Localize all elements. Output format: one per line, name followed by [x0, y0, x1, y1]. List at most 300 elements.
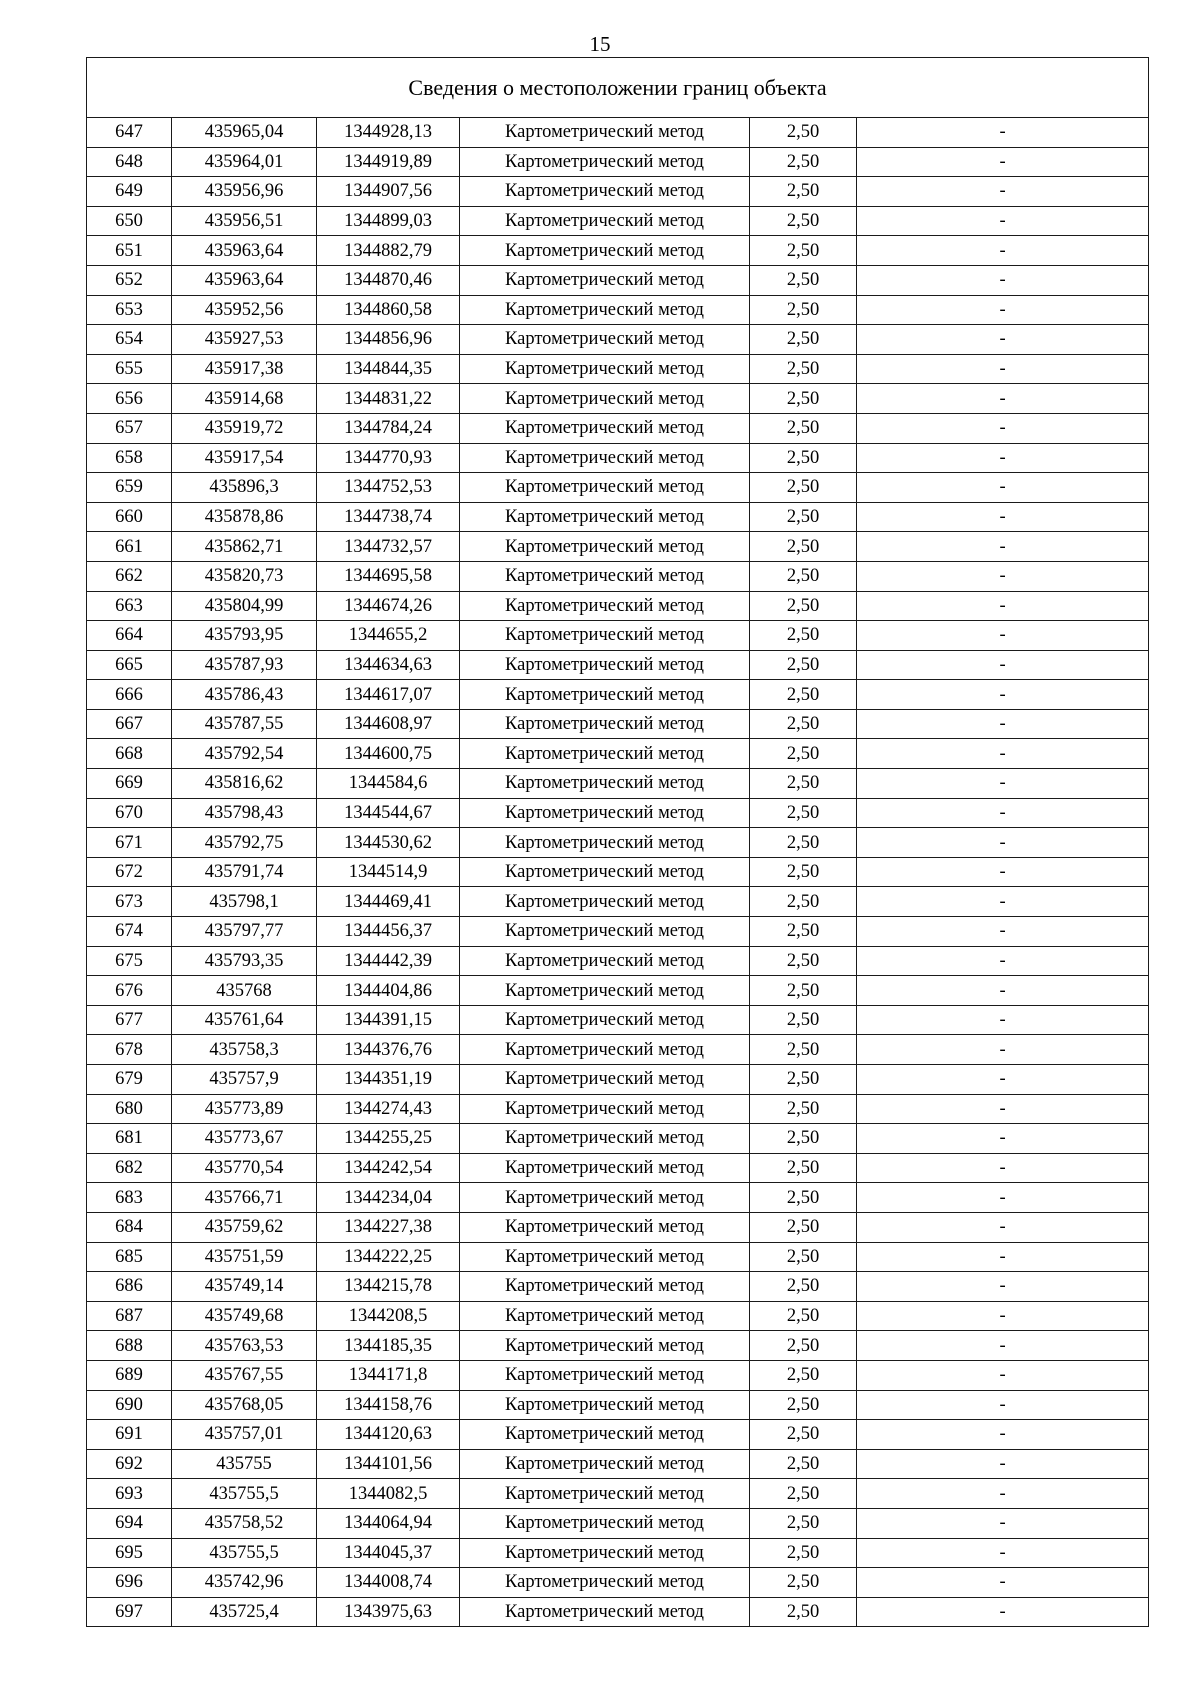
method-cell: Картометрический метод — [460, 206, 750, 236]
y-coordinate-cell: 1344617,07 — [317, 680, 460, 710]
point-number-cell: 658 — [87, 443, 172, 473]
accuracy-cell: 2,50 — [750, 1538, 857, 1568]
x-coordinate-cell: 435787,93 — [172, 650, 317, 680]
y-coordinate-cell: 1344404,86 — [317, 976, 460, 1006]
y-coordinate-cell: 1343975,63 — [317, 1597, 460, 1627]
x-coordinate-cell: 435766,71 — [172, 1183, 317, 1213]
table-row — [87, 680, 1149, 710]
y-coordinate-cell: 1344907,56 — [317, 177, 460, 207]
y-coordinate-cell: 1344752,53 — [317, 473, 460, 503]
accuracy-cell: 2,50 — [750, 1035, 857, 1065]
y-coordinate-cell: 1344600,75 — [317, 739, 460, 769]
y-coordinate-cell: 1344158,76 — [317, 1390, 460, 1420]
accuracy-cell: 2,50 — [750, 1479, 857, 1509]
accuracy-cell: 2,50 — [750, 917, 857, 947]
description-cell: - — [857, 1420, 1149, 1450]
point-number-cell: 694 — [87, 1508, 172, 1538]
y-coordinate-cell: 1344732,57 — [317, 532, 460, 562]
description-cell: - — [857, 1331, 1149, 1361]
table-row — [87, 621, 1149, 651]
y-coordinate-cell: 1344928,13 — [317, 118, 460, 148]
method-cell: Картометрический метод — [460, 1153, 750, 1183]
point-number-cell: 679 — [87, 1065, 172, 1095]
accuracy-cell: 2,50 — [750, 354, 857, 384]
y-coordinate-cell: 1344351,19 — [317, 1065, 460, 1095]
table-row — [87, 206, 1149, 236]
table-row — [87, 1449, 1149, 1479]
x-coordinate-cell: 435759,62 — [172, 1212, 317, 1242]
table-row — [87, 147, 1149, 177]
method-cell: Картометрический метод — [460, 473, 750, 503]
x-coordinate-cell: 435770,54 — [172, 1153, 317, 1183]
y-coordinate-cell: 1344899,03 — [317, 206, 460, 236]
table-row — [87, 976, 1149, 1006]
point-number-cell: 680 — [87, 1094, 172, 1124]
method-cell: Картометрический метод — [460, 265, 750, 295]
point-number-cell: 677 — [87, 1005, 172, 1035]
table-row — [87, 325, 1149, 355]
table-row — [87, 502, 1149, 532]
table-row — [87, 709, 1149, 739]
method-cell: Картометрический метод — [460, 1065, 750, 1095]
description-cell: - — [857, 206, 1149, 236]
point-number-cell: 692 — [87, 1449, 172, 1479]
description-cell: - — [857, 591, 1149, 621]
table-row — [87, 265, 1149, 295]
point-number-cell: 653 — [87, 295, 172, 325]
method-cell: Картометрический метод — [460, 354, 750, 384]
description-cell: - — [857, 1005, 1149, 1035]
y-coordinate-cell: 1344738,74 — [317, 502, 460, 532]
table-row — [87, 946, 1149, 976]
y-coordinate-cell: 1344584,6 — [317, 769, 460, 799]
point-number-cell: 650 — [87, 206, 172, 236]
method-cell: Картометрический метод — [460, 1508, 750, 1538]
point-number-cell: 668 — [87, 739, 172, 769]
method-cell: Картометрический метод — [460, 1094, 750, 1124]
table-row — [87, 1094, 1149, 1124]
x-coordinate-cell: 435791,74 — [172, 857, 317, 887]
point-number-cell: 671 — [87, 828, 172, 858]
table-row — [87, 236, 1149, 266]
y-coordinate-cell: 1344514,9 — [317, 857, 460, 887]
method-cell: Картометрический метод — [460, 1360, 750, 1390]
y-coordinate-cell: 1344844,35 — [317, 354, 460, 384]
description-cell: - — [857, 857, 1149, 887]
point-number-cell: 683 — [87, 1183, 172, 1213]
y-coordinate-cell: 1344831,22 — [317, 384, 460, 414]
point-number-cell: 654 — [87, 325, 172, 355]
x-coordinate-cell: 435757,9 — [172, 1065, 317, 1095]
description-cell: - — [857, 354, 1149, 384]
y-coordinate-cell: 1344784,24 — [317, 413, 460, 443]
x-coordinate-cell: 435927,53 — [172, 325, 317, 355]
y-coordinate-cell: 1344770,93 — [317, 443, 460, 473]
y-coordinate-cell: 1344185,35 — [317, 1331, 460, 1361]
description-cell: - — [857, 502, 1149, 532]
point-number-cell: 688 — [87, 1331, 172, 1361]
y-coordinate-cell: 1344530,62 — [317, 828, 460, 858]
method-cell: Картометрический метод — [460, 621, 750, 651]
accuracy-cell: 2,50 — [750, 1508, 857, 1538]
accuracy-cell: 2,50 — [750, 1331, 857, 1361]
description-cell: - — [857, 739, 1149, 769]
x-coordinate-cell: 435820,73 — [172, 561, 317, 591]
table-row — [87, 857, 1149, 887]
point-number-cell: 662 — [87, 561, 172, 591]
x-coordinate-cell: 435793,35 — [172, 946, 317, 976]
table-row — [87, 887, 1149, 917]
accuracy-cell: 2,50 — [750, 1094, 857, 1124]
point-number-cell: 684 — [87, 1212, 172, 1242]
point-number-cell: 648 — [87, 147, 172, 177]
x-coordinate-cell: 435919,72 — [172, 413, 317, 443]
accuracy-cell: 2,50 — [750, 1420, 857, 1450]
x-coordinate-cell: 435749,68 — [172, 1301, 317, 1331]
table-row — [87, 1272, 1149, 1302]
x-coordinate-cell: 435787,55 — [172, 709, 317, 739]
description-cell: - — [857, 147, 1149, 177]
description-cell: - — [857, 709, 1149, 739]
method-cell: Картометрический метод — [460, 798, 750, 828]
accuracy-cell: 2,50 — [750, 384, 857, 414]
point-number-cell: 686 — [87, 1272, 172, 1302]
accuracy-cell: 2,50 — [750, 1153, 857, 1183]
point-number-cell: 675 — [87, 946, 172, 976]
method-cell: Картометрический метод — [460, 1035, 750, 1065]
point-number-cell: 651 — [87, 236, 172, 266]
description-cell: - — [857, 917, 1149, 947]
description-cell: - — [857, 1212, 1149, 1242]
table-row — [87, 769, 1149, 799]
table-row — [87, 1597, 1149, 1627]
method-cell: Картометрический метод — [460, 1597, 750, 1627]
point-number-cell: 689 — [87, 1360, 172, 1390]
y-coordinate-cell: 1344442,39 — [317, 946, 460, 976]
method-cell: Картометрический метод — [460, 1124, 750, 1154]
x-coordinate-cell: 435963,64 — [172, 265, 317, 295]
method-cell: Картометрический метод — [460, 1568, 750, 1598]
x-coordinate-cell: 435751,59 — [172, 1242, 317, 1272]
description-cell: - — [857, 769, 1149, 799]
method-cell: Картометрический метод — [460, 561, 750, 591]
table-row — [87, 1242, 1149, 1272]
table-row — [87, 1005, 1149, 1035]
x-coordinate-cell: 435757,01 — [172, 1420, 317, 1450]
description-cell: - — [857, 325, 1149, 355]
y-coordinate-cell: 1344255,25 — [317, 1124, 460, 1154]
accuracy-cell: 2,50 — [750, 295, 857, 325]
table-row — [87, 384, 1149, 414]
description-cell: - — [857, 1568, 1149, 1598]
y-coordinate-cell: 1344456,37 — [317, 917, 460, 947]
method-cell: Картометрический метод — [460, 739, 750, 769]
x-coordinate-cell: 435742,96 — [172, 1568, 317, 1598]
x-coordinate-cell: 435758,52 — [172, 1508, 317, 1538]
y-coordinate-cell: 1344234,04 — [317, 1183, 460, 1213]
point-number-cell: 674 — [87, 917, 172, 947]
point-number-cell: 664 — [87, 621, 172, 651]
description-cell: - — [857, 1301, 1149, 1331]
table-row — [87, 1479, 1149, 1509]
x-coordinate-cell: 435804,99 — [172, 591, 317, 621]
method-cell: Картометрический метод — [460, 1390, 750, 1420]
y-coordinate-cell: 1344101,56 — [317, 1449, 460, 1479]
method-cell: Картометрический метод — [460, 887, 750, 917]
point-number-cell: 660 — [87, 502, 172, 532]
y-coordinate-cell: 1344856,96 — [317, 325, 460, 355]
point-number-cell: 666 — [87, 680, 172, 710]
accuracy-cell: 2,50 — [750, 1301, 857, 1331]
method-cell: Картометрический метод — [460, 680, 750, 710]
accuracy-cell: 2,50 — [750, 1124, 857, 1154]
description-cell: - — [857, 443, 1149, 473]
x-coordinate-cell: 435725,4 — [172, 1597, 317, 1627]
x-coordinate-cell: 435798,1 — [172, 887, 317, 917]
accuracy-cell: 2,50 — [750, 591, 857, 621]
y-coordinate-cell: 1344695,58 — [317, 561, 460, 591]
x-coordinate-cell: 435964,01 — [172, 147, 317, 177]
description-cell: - — [857, 236, 1149, 266]
y-coordinate-cell: 1344544,67 — [317, 798, 460, 828]
y-coordinate-cell: 1344674,26 — [317, 591, 460, 621]
accuracy-cell: 2,50 — [750, 443, 857, 473]
method-cell: Картометрический метод — [460, 1331, 750, 1361]
point-number-cell: 672 — [87, 857, 172, 887]
accuracy-cell: 2,50 — [750, 325, 857, 355]
accuracy-cell: 2,50 — [750, 1360, 857, 1390]
description-cell: - — [857, 118, 1149, 148]
table-row — [87, 177, 1149, 207]
description-cell: - — [857, 1390, 1149, 1420]
point-number-cell: 649 — [87, 177, 172, 207]
x-coordinate-cell: 435816,62 — [172, 769, 317, 799]
description-cell: - — [857, 976, 1149, 1006]
method-cell: Картометрический метод — [460, 443, 750, 473]
point-number-cell: 665 — [87, 650, 172, 680]
description-cell: - — [857, 1094, 1149, 1124]
accuracy-cell: 2,50 — [750, 621, 857, 651]
accuracy-cell: 2,50 — [750, 236, 857, 266]
y-coordinate-cell: 1344222,25 — [317, 1242, 460, 1272]
point-number-cell: 690 — [87, 1390, 172, 1420]
method-cell: Картометрический метод — [460, 769, 750, 799]
accuracy-cell: 2,50 — [750, 473, 857, 503]
accuracy-cell: 2,50 — [750, 413, 857, 443]
y-coordinate-cell: 1344082,5 — [317, 1479, 460, 1509]
accuracy-cell: 2,50 — [750, 206, 857, 236]
method-cell: Картометрический метод — [460, 650, 750, 680]
point-number-cell: 659 — [87, 473, 172, 503]
method-cell: Картометрический метод — [460, 295, 750, 325]
description-cell: - — [857, 1449, 1149, 1479]
y-coordinate-cell: 1344860,58 — [317, 295, 460, 325]
method-cell: Картометрический метод — [460, 384, 750, 414]
point-number-cell: 691 — [87, 1420, 172, 1450]
y-coordinate-cell: 1344227,38 — [317, 1212, 460, 1242]
x-coordinate-cell: 435786,43 — [172, 680, 317, 710]
x-coordinate-cell: 435755,5 — [172, 1538, 317, 1568]
point-number-cell: 685 — [87, 1242, 172, 1272]
y-coordinate-cell: 1344008,74 — [317, 1568, 460, 1598]
accuracy-cell: 2,50 — [750, 1272, 857, 1302]
description-cell: - — [857, 887, 1149, 917]
y-coordinate-cell: 1344882,79 — [317, 236, 460, 266]
description-cell: - — [857, 1065, 1149, 1095]
accuracy-cell: 2,50 — [750, 680, 857, 710]
x-coordinate-cell: 435792,54 — [172, 739, 317, 769]
table-row — [87, 1065, 1149, 1095]
table-row — [87, 532, 1149, 562]
table-row — [87, 1538, 1149, 1568]
method-cell: Картометрический метод — [460, 591, 750, 621]
point-number-cell: 676 — [87, 976, 172, 1006]
x-coordinate-cell: 435956,96 — [172, 177, 317, 207]
accuracy-cell: 2,50 — [750, 976, 857, 1006]
description-cell: - — [857, 1508, 1149, 1538]
accuracy-cell: 2,50 — [750, 1242, 857, 1272]
description-cell: - — [857, 473, 1149, 503]
method-cell: Картометрический метод — [460, 1272, 750, 1302]
table-row — [87, 739, 1149, 769]
table-row — [87, 1360, 1149, 1390]
table-row — [87, 1153, 1149, 1183]
description-cell: - — [857, 1183, 1149, 1213]
x-coordinate-cell: 435768 — [172, 976, 317, 1006]
table-row — [87, 118, 1149, 148]
method-cell: Картометрический метод — [460, 1301, 750, 1331]
y-coordinate-cell: 1344045,37 — [317, 1538, 460, 1568]
accuracy-cell: 2,50 — [750, 1390, 857, 1420]
method-cell: Картометрический метод — [460, 1212, 750, 1242]
point-number-cell: 678 — [87, 1035, 172, 1065]
x-coordinate-cell: 435773,89 — [172, 1094, 317, 1124]
method-cell: Картометрический метод — [460, 1538, 750, 1568]
description-cell: - — [857, 798, 1149, 828]
description-cell: - — [857, 946, 1149, 976]
method-cell: Картометрический метод — [460, 177, 750, 207]
x-coordinate-cell: 435767,55 — [172, 1360, 317, 1390]
table-row — [87, 295, 1149, 325]
x-coordinate-cell: 435792,75 — [172, 828, 317, 858]
point-number-cell: 697 — [87, 1597, 172, 1627]
accuracy-cell: 2,50 — [750, 1005, 857, 1035]
description-cell: - — [857, 413, 1149, 443]
description-cell: - — [857, 1035, 1149, 1065]
accuracy-cell: 2,50 — [750, 769, 857, 799]
x-coordinate-cell: 435758,3 — [172, 1035, 317, 1065]
y-coordinate-cell: 1344274,43 — [317, 1094, 460, 1124]
point-number-cell: 652 — [87, 265, 172, 295]
description-cell: - — [857, 1479, 1149, 1509]
y-coordinate-cell: 1344064,94 — [317, 1508, 460, 1538]
x-coordinate-cell: 435749,14 — [172, 1272, 317, 1302]
method-cell: Картометрический метод — [460, 1479, 750, 1509]
table-row — [87, 561, 1149, 591]
accuracy-cell: 2,50 — [750, 502, 857, 532]
y-coordinate-cell: 1344208,5 — [317, 1301, 460, 1331]
accuracy-cell: 2,50 — [750, 1183, 857, 1213]
accuracy-cell: 2,50 — [750, 828, 857, 858]
y-coordinate-cell: 1344171,8 — [317, 1360, 460, 1390]
method-cell: Картометрический метод — [460, 709, 750, 739]
method-cell: Картометрический метод — [460, 1183, 750, 1213]
point-number-cell: 695 — [87, 1538, 172, 1568]
table-row — [87, 1568, 1149, 1598]
x-coordinate-cell: 435862,71 — [172, 532, 317, 562]
x-coordinate-cell: 435952,56 — [172, 295, 317, 325]
description-cell: - — [857, 650, 1149, 680]
table-row — [87, 473, 1149, 503]
point-number-cell: 667 — [87, 709, 172, 739]
accuracy-cell: 2,50 — [750, 1568, 857, 1598]
x-coordinate-cell: 435917,54 — [172, 443, 317, 473]
y-coordinate-cell: 1344376,76 — [317, 1035, 460, 1065]
accuracy-cell: 2,50 — [750, 561, 857, 591]
table-title: Сведения о местоположении границ объекта — [87, 58, 1149, 118]
point-number-cell: 687 — [87, 1301, 172, 1331]
accuracy-cell: 2,50 — [750, 709, 857, 739]
method-cell: Картометрический метод — [460, 147, 750, 177]
accuracy-cell: 2,50 — [750, 265, 857, 295]
method-cell: Картометрический метод — [460, 1005, 750, 1035]
table-row — [87, 798, 1149, 828]
x-coordinate-cell: 435917,38 — [172, 354, 317, 384]
description-cell: - — [857, 1538, 1149, 1568]
x-coordinate-cell: 435965,04 — [172, 118, 317, 148]
accuracy-cell: 2,50 — [750, 1449, 857, 1479]
point-number-cell: 670 — [87, 798, 172, 828]
description-cell: - — [857, 1272, 1149, 1302]
point-number-cell: 669 — [87, 769, 172, 799]
method-cell: Картометрический метод — [460, 946, 750, 976]
point-number-cell: 657 — [87, 413, 172, 443]
point-number-cell: 647 — [87, 118, 172, 148]
table-row — [87, 1508, 1149, 1538]
x-coordinate-cell: 435761,64 — [172, 1005, 317, 1035]
point-number-cell: 682 — [87, 1153, 172, 1183]
method-cell: Картометрический метод — [460, 325, 750, 355]
method-cell: Картометрический метод — [460, 532, 750, 562]
y-coordinate-cell: 1344919,89 — [317, 147, 460, 177]
accuracy-cell: 2,50 — [750, 118, 857, 148]
table-row — [87, 917, 1149, 947]
x-coordinate-cell: 435956,51 — [172, 206, 317, 236]
accuracy-cell: 2,50 — [750, 177, 857, 207]
y-coordinate-cell: 1344391,15 — [317, 1005, 460, 1035]
point-number-cell: 673 — [87, 887, 172, 917]
table-row — [87, 1035, 1149, 1065]
page-number: 15 — [589, 32, 611, 56]
accuracy-cell: 2,50 — [750, 1212, 857, 1242]
table-row — [87, 1390, 1149, 1420]
accuracy-cell: 2,50 — [750, 532, 857, 562]
table-row — [87, 443, 1149, 473]
y-coordinate-cell: 1344870,46 — [317, 265, 460, 295]
description-cell: - — [857, 265, 1149, 295]
description-cell: - — [857, 1242, 1149, 1272]
method-cell: Картометрический метод — [460, 413, 750, 443]
y-coordinate-cell: 1344634,63 — [317, 650, 460, 680]
accuracy-cell: 2,50 — [750, 946, 857, 976]
x-coordinate-cell: 435914,68 — [172, 384, 317, 414]
x-coordinate-cell: 435793,95 — [172, 621, 317, 651]
point-number-cell: 681 — [87, 1124, 172, 1154]
table-row — [87, 413, 1149, 443]
method-cell: Картометрический метод — [460, 1242, 750, 1272]
x-coordinate-cell: 435878,86 — [172, 502, 317, 532]
method-cell: Картометрический метод — [460, 976, 750, 1006]
